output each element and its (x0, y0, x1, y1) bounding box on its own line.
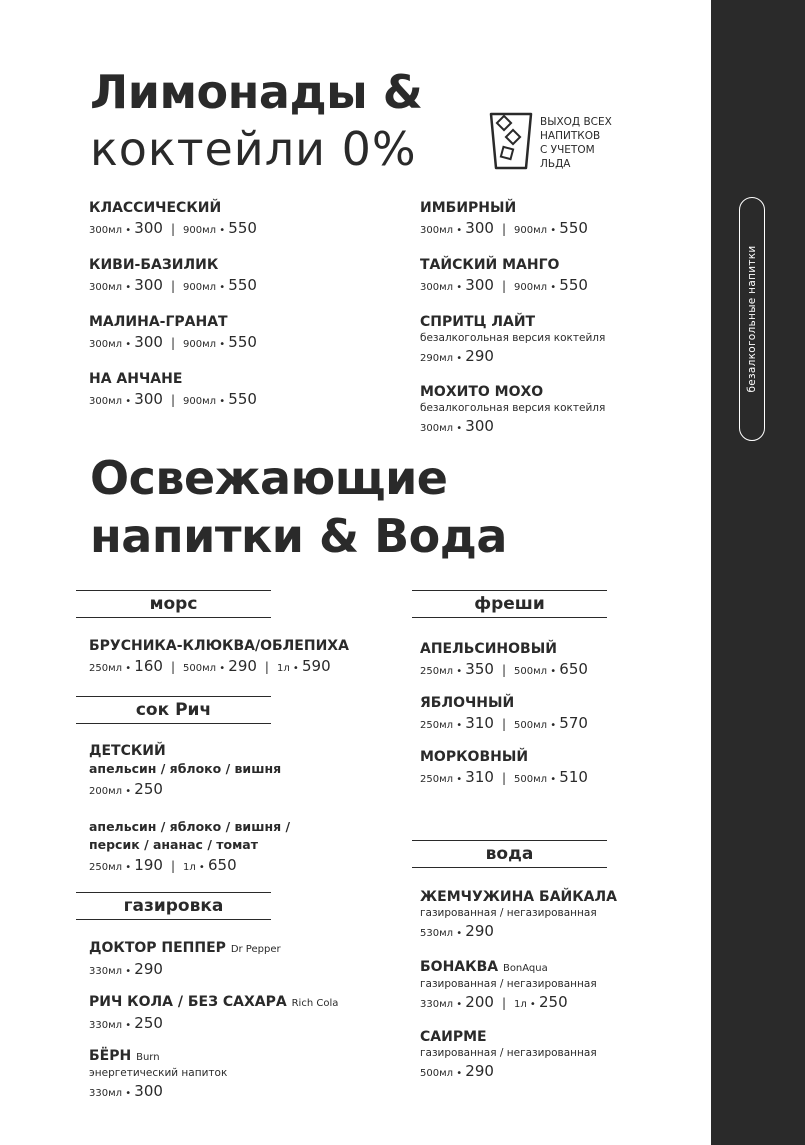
item-name: РИЧ КОЛА / БЕЗ САХАРА Rich Cola (89, 994, 339, 1010)
item-description: газированная / негазированная (420, 907, 597, 919)
item-name: АПЕЛЬСИНОВЫЙ (420, 641, 557, 657)
item-prices: 300мл • 300 | 900мл • 550 (420, 276, 588, 294)
item-prices: 250мл • 190 | 1л • 650 (89, 856, 237, 874)
item-name: ТАЙСКИЙ МАНГО (420, 257, 560, 273)
item-prices: 250мл • 160 | 500мл • 290 | 1л • 590 (89, 657, 331, 675)
menu-item (89, 940, 281, 983)
item-prices: 300мл • 300 | 900мл • 550 (420, 219, 588, 237)
glass-with-ice-icon (488, 110, 534, 172)
item-prices: 300мл • 300 (420, 417, 494, 435)
item-prices: 200мл • 250 (89, 780, 163, 798)
menu-item (420, 749, 588, 791)
menu-item (89, 638, 349, 680)
item-name: ДОКТОР ПЕППЕР Dr Pepper (89, 940, 281, 956)
menu-item (420, 384, 605, 440)
menu-item (89, 994, 338, 1037)
item-description: апельсин / яблоко / вишня / (89, 819, 291, 834)
section-header-juice: сок Рич (76, 696, 271, 724)
menu-item (420, 641, 588, 683)
item-name: ДЕТСКИЙ (89, 743, 166, 759)
item-description: газированная / негазированная (420, 1047, 597, 1059)
item-description: безалкогольная версия коктейля (420, 402, 606, 414)
item-name: СПРИТЦ ЛАЙТ (420, 314, 536, 330)
menu-item (89, 743, 281, 803)
item-name: БРУСНИКА-КЛЮКВА/ОБЛЕПИХА (89, 638, 349, 654)
refresh-subtitle: напитки & Вода (90, 509, 507, 563)
item-prices: 300мл • 300 | 900мл • 550 (89, 219, 257, 237)
item-prices: 530мл • 290 (420, 922, 494, 940)
item-name: ЖЕМЧУЖИНА БАЙКАЛА (420, 889, 617, 905)
item-name: БОНАКВА BonAqua (420, 959, 548, 975)
item-prices: 250мл • 350 | 500мл • 650 (420, 660, 588, 678)
refresh-title: Освежающие (90, 451, 448, 505)
sidebar-label: безалкогольные напитки (746, 245, 758, 393)
lemonades-title: Лимонады & (90, 65, 423, 119)
ice-note: ВЫХОД ВСЕХ НАПИТКОВ С УЧЕТОМ ЛЬДА (540, 116, 612, 170)
section-header-mors: морс (76, 590, 271, 618)
item-name: МАЛИНА-ГРАНАТ (89, 314, 228, 330)
item-description: газированная / негазированная (420, 978, 597, 990)
section-header-water: вода (412, 840, 607, 868)
item-name: САИРМЕ (420, 1029, 487, 1045)
item-description: апельсин / яблоко / вишня (89, 761, 282, 776)
item-prices: 500мл • 290 (420, 1062, 494, 1080)
item-prices: 300мл • 300 | 900мл • 550 (89, 390, 257, 408)
item-name: КЛАССИЧЕСКИЙ (89, 200, 222, 216)
item-description: безалкогольная версия коктейля (420, 332, 606, 344)
section-header-fresh: фреши (412, 590, 607, 618)
item-prices: 250мл • 310 | 500мл • 570 (420, 714, 588, 732)
item-name: ЯБЛОЧНЫЙ (420, 695, 515, 711)
item-name: НА АНЧАНЕ (89, 371, 183, 387)
item-name: МОХИТО МОХО (420, 384, 544, 400)
menu-item (420, 1029, 597, 1085)
item-prices: 330мл • 290 (89, 960, 163, 978)
item-name: МОРКОВНЫЙ (420, 749, 529, 765)
menu-item (89, 371, 257, 413)
item-prices: 300мл • 300 | 900мл • 550 (89, 276, 257, 294)
menu-item (89, 257, 257, 299)
menu-item (420, 889, 617, 945)
item-prices: 330мл • 300 (89, 1082, 163, 1100)
item-name: БЁРН Burn (89, 1048, 160, 1064)
item-prices: 300мл • 300 | 900мл • 550 (89, 333, 257, 351)
item-description: энергетический напиток (89, 1067, 228, 1079)
menu-item (420, 959, 597, 1016)
item-prices: 330мл • 200 | 1л • 250 (420, 993, 568, 1011)
menu-item (89, 1048, 227, 1105)
lemonades-subtitle: коктейли 0% (90, 122, 417, 176)
menu-item (420, 200, 588, 242)
item-name: КИВИ-БАЗИЛИК (89, 257, 219, 273)
item-prices: 290мл • 290 (420, 347, 494, 365)
menu-item (89, 200, 257, 242)
menu-item (420, 695, 588, 737)
item-description: персик / ананас / томат (89, 837, 258, 852)
menu-item (89, 818, 290, 879)
section-header-soda: газировка (76, 892, 271, 920)
menu-item (420, 257, 588, 299)
menu-item (89, 314, 257, 356)
item-prices: 250мл • 310 | 500мл • 510 (420, 768, 588, 786)
item-prices: 330мл • 250 (89, 1014, 163, 1032)
sidebar-panel (711, 0, 805, 1145)
item-name: ИМБИРНЫЙ (420, 200, 517, 216)
menu-item (420, 314, 605, 370)
